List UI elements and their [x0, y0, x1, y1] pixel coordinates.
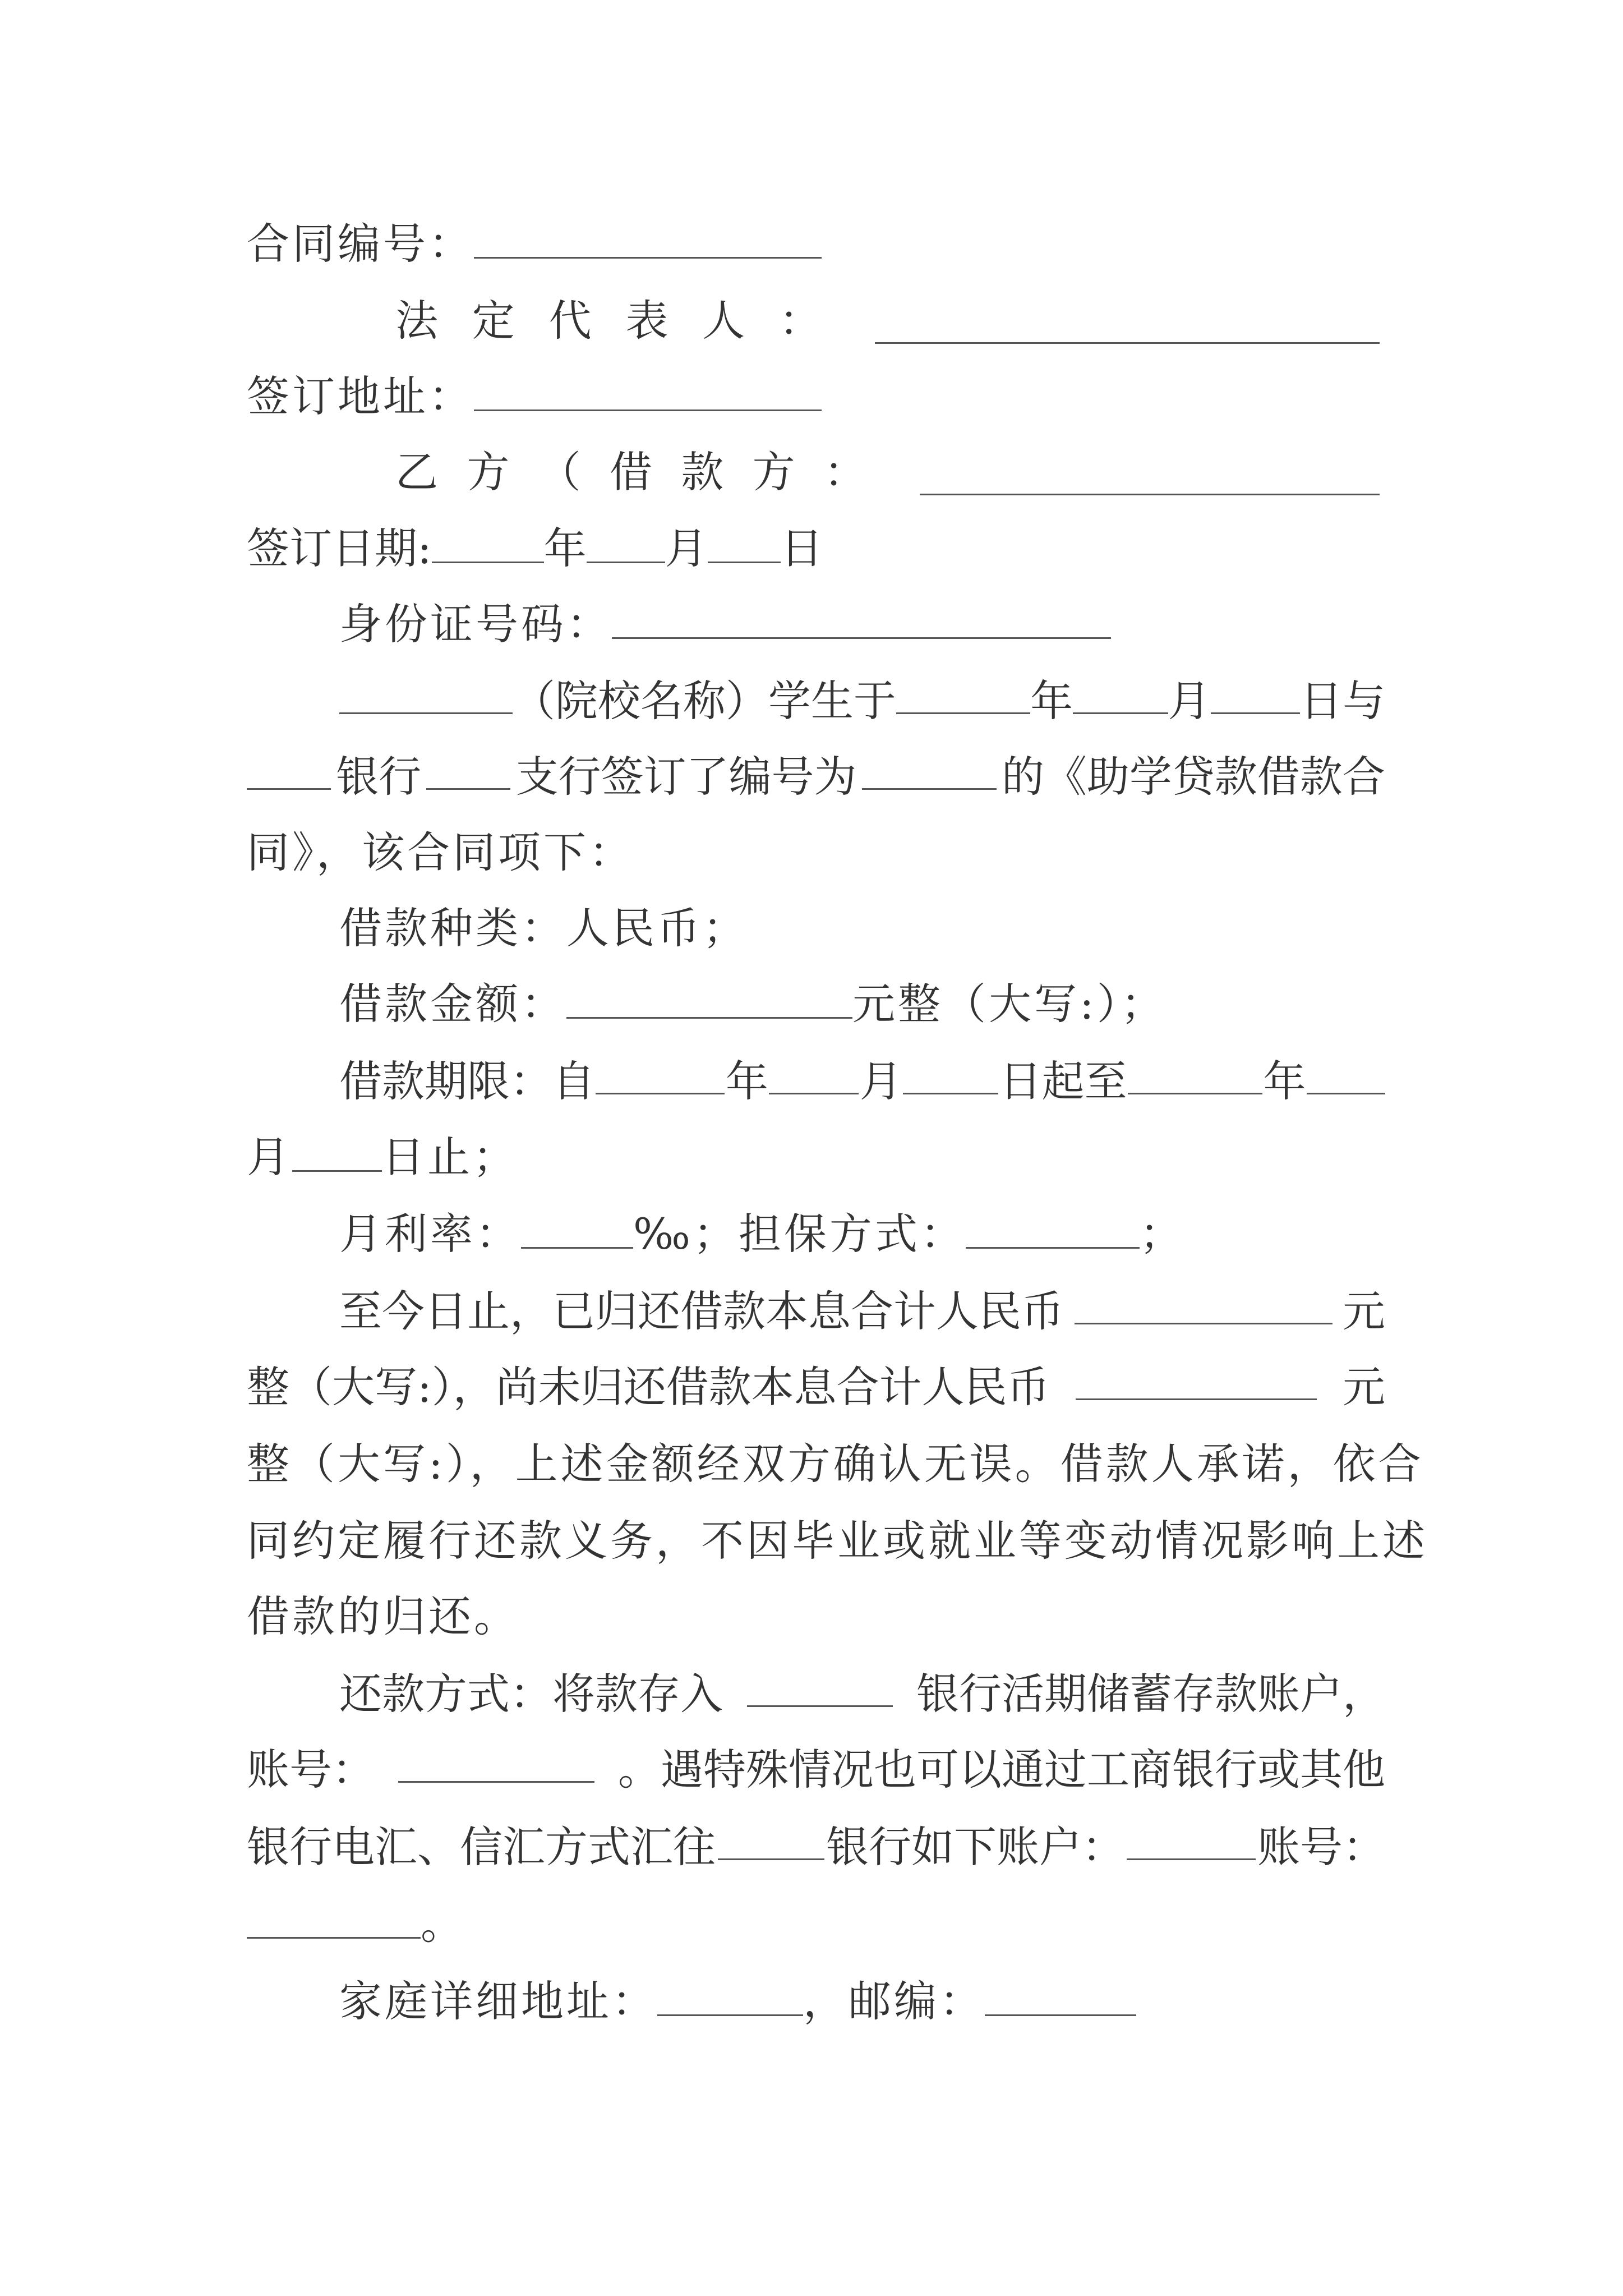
- repaid-amount-blank[interactable]: [1075, 1283, 1332, 1324]
- savings-account-text: 银行活期储蓄存款账户，: [916, 1669, 1385, 1719]
- party-b-char: 乙: [395, 447, 438, 497]
- guarantee-label: ‰；担保方式：: [633, 1209, 966, 1259]
- day-from-text: 日起至: [999, 1056, 1127, 1106]
- year-text: 年: [725, 1056, 768, 1106]
- party-b-char: 款: [681, 447, 724, 497]
- repaid-line-2: [247, 1359, 1385, 1415]
- year-text: 年: [543, 523, 587, 573]
- promise-end-text: 借款的归还。: [247, 1591, 519, 1641]
- account-number-label-2: 账号：: [1257, 1822, 1385, 1872]
- home-address-blank[interactable]: [657, 1975, 803, 2016]
- day-text: 日: [780, 523, 823, 573]
- zip-blank[interactable]: [985, 1975, 1136, 2016]
- loan-sign-year-blank[interactable]: [896, 673, 1030, 714]
- bank-text: 银行: [336, 752, 422, 802]
- guarantee-blank[interactable]: [966, 1208, 1140, 1249]
- intro-line-2: [247, 749, 1385, 805]
- month-text: 月: [247, 1132, 292, 1182]
- loan-sign-day-blank[interactable]: [1211, 673, 1300, 714]
- loan-term-line-2: [247, 1129, 1385, 1185]
- repayment-label: 还款方式：将款存入: [339, 1669, 723, 1719]
- contract-code-blank[interactable]: [862, 749, 997, 790]
- loan-sign-month-blank[interactable]: [1073, 673, 1168, 714]
- legal-rep-char: 表: [625, 296, 668, 346]
- signing-day-blank[interactable]: [708, 522, 781, 563]
- legal-representative-blank[interactable]: [875, 303, 1380, 344]
- yuan-text: 元: [1342, 1362, 1385, 1412]
- term-start-day-blank[interactable]: [903, 1053, 998, 1094]
- legal-rep-char: 定: [472, 296, 515, 346]
- outstanding-text: 整（大写:），尚未归还借款本息合计人民币: [247, 1362, 1050, 1412]
- legal-representative-label: [395, 293, 822, 349]
- repayment-line-4: [247, 1896, 1385, 1952]
- account-number-blank[interactable]: [398, 1742, 594, 1783]
- following-account-text: 银行如下账户：: [826, 1822, 1124, 1872]
- loan-type-text: 借款种类：人民币；: [339, 903, 748, 953]
- bank-name-blank[interactable]: [247, 749, 331, 790]
- outstanding-amount-blank[interactable]: [1076, 1359, 1317, 1400]
- signing-month-blank[interactable]: [587, 522, 665, 563]
- repaid-line-5: [247, 1589, 1385, 1645]
- branch-name-blank[interactable]: [426, 749, 510, 790]
- repayment-line-2: [247, 1742, 1385, 1798]
- contract-number-blank[interactable]: [474, 218, 822, 259]
- loan-amount-line: [339, 976, 1385, 1032]
- repayment-line-1: [339, 1666, 1385, 1722]
- loan-amount-suffix: 元整（大写:）；: [852, 979, 1166, 1029]
- interest-line: [339, 1206, 1385, 1262]
- zip-label: ，邮编：: [803, 1976, 985, 2026]
- repaid-text: 至今日止，已归还借款本息合计人民币: [339, 1286, 1064, 1336]
- school-name-blank[interactable]: [339, 673, 513, 714]
- loan-amount-label: 借款金额：: [339, 979, 566, 1029]
- school-note: （院校名称）学生于: [512, 676, 896, 726]
- contract-number-label: 合同编号：: [247, 219, 474, 269]
- repaid-line-4: [247, 1513, 1428, 1569]
- party-b-label: [395, 444, 866, 500]
- signing-address-blank[interactable]: [474, 370, 822, 411]
- party-b-char: 借: [609, 447, 652, 497]
- interest-rate-blank[interactable]: [521, 1208, 633, 1249]
- loan-term-label: 借款期限：自: [339, 1056, 595, 1106]
- repaid-line-3: [247, 1436, 1424, 1492]
- signing-date-label: 签订日期:: [247, 523, 432, 573]
- month-text: 月: [665, 523, 708, 573]
- month-text: 月: [1168, 676, 1211, 726]
- signing-year-blank[interactable]: [432, 522, 544, 563]
- term-start-month-blank[interactable]: [769, 1053, 859, 1094]
- promise-text: 同约定履行还款义务，不因毕业或就业等变动情况影响上述: [247, 1516, 1428, 1566]
- day-until-text: 日止；: [382, 1132, 518, 1182]
- legal-rep-char: 法: [395, 296, 438, 346]
- year-text: 年: [1030, 676, 1073, 726]
- remit-bank-blank[interactable]: [718, 1819, 824, 1860]
- term-end-year-blank[interactable]: [1128, 1053, 1262, 1094]
- contract-name-text: 的《助学贷款借款合: [1001, 752, 1385, 802]
- remit-account-blank[interactable]: [1127, 1819, 1256, 1860]
- party-b-blank[interactable]: [920, 454, 1380, 495]
- remit-text: 银行电汇、信汇方式汇往: [247, 1822, 716, 1872]
- party-b-char: 方: [467, 447, 510, 497]
- day-with-text: 日与: [1300, 676, 1385, 726]
- contract-number-line: [247, 216, 1385, 272]
- year-text: 年: [1263, 1056, 1306, 1106]
- loan-type-line: [339, 900, 1385, 956]
- id-number-line: [339, 596, 1385, 652]
- loan-amount-blank[interactable]: [566, 978, 852, 1019]
- month-text: 月: [859, 1056, 902, 1106]
- interest-end: ；: [1139, 1209, 1185, 1259]
- confirmation-text: 整（大写:），上述金额经双方确认无误。借款人承诺，依合: [247, 1439, 1424, 1489]
- branch-signed-text: 支行签订了编号为: [515, 752, 857, 802]
- special-case-text: 。遇特殊情况也可以通过工商银行或其他: [618, 1745, 1385, 1795]
- intro-line-3: [247, 825, 1385, 881]
- repayment-line-3: [247, 1819, 1385, 1875]
- id-number-blank[interactable]: [612, 598, 1111, 639]
- signing-address-label: 签订地址：: [247, 371, 474, 421]
- party-b-char: （: [538, 447, 581, 497]
- term-end-month-blank[interactable]: [1307, 1053, 1385, 1094]
- yuan-text: 元: [1343, 1286, 1385, 1336]
- deposit-bank-blank[interactable]: [747, 1666, 893, 1707]
- signing-address-line: [247, 369, 1385, 425]
- legal-rep-char: ：: [778, 296, 822, 346]
- interest-label: 月利率：: [339, 1209, 521, 1259]
- term-end-day-blank[interactable]: [292, 1131, 382, 1172]
- legal-rep-char: 人: [702, 296, 745, 346]
- party-b-char: ：: [823, 447, 866, 497]
- legal-rep-char: 代: [548, 296, 592, 346]
- loan-term-line-1: [339, 1053, 1385, 1110]
- signing-date-line: [247, 521, 1385, 577]
- home-address-line: [339, 1973, 1385, 2030]
- remit-account-number-blank[interactable]: [247, 1898, 421, 1939]
- term-start-year-blank[interactable]: [596, 1053, 725, 1094]
- account-number-label: 账号：: [247, 1745, 375, 1795]
- repaid-line-1: [339, 1283, 1385, 1340]
- contract-end-text: 同》，该合同项下：: [247, 827, 634, 877]
- id-number-label: 身份证号码：: [339, 599, 612, 649]
- intro-line-1: [339, 673, 1385, 729]
- party-b-char: 方: [752, 447, 795, 497]
- home-address-label: 家庭详细地址：: [339, 1976, 657, 2026]
- period-text: 。: [421, 1899, 466, 1949]
